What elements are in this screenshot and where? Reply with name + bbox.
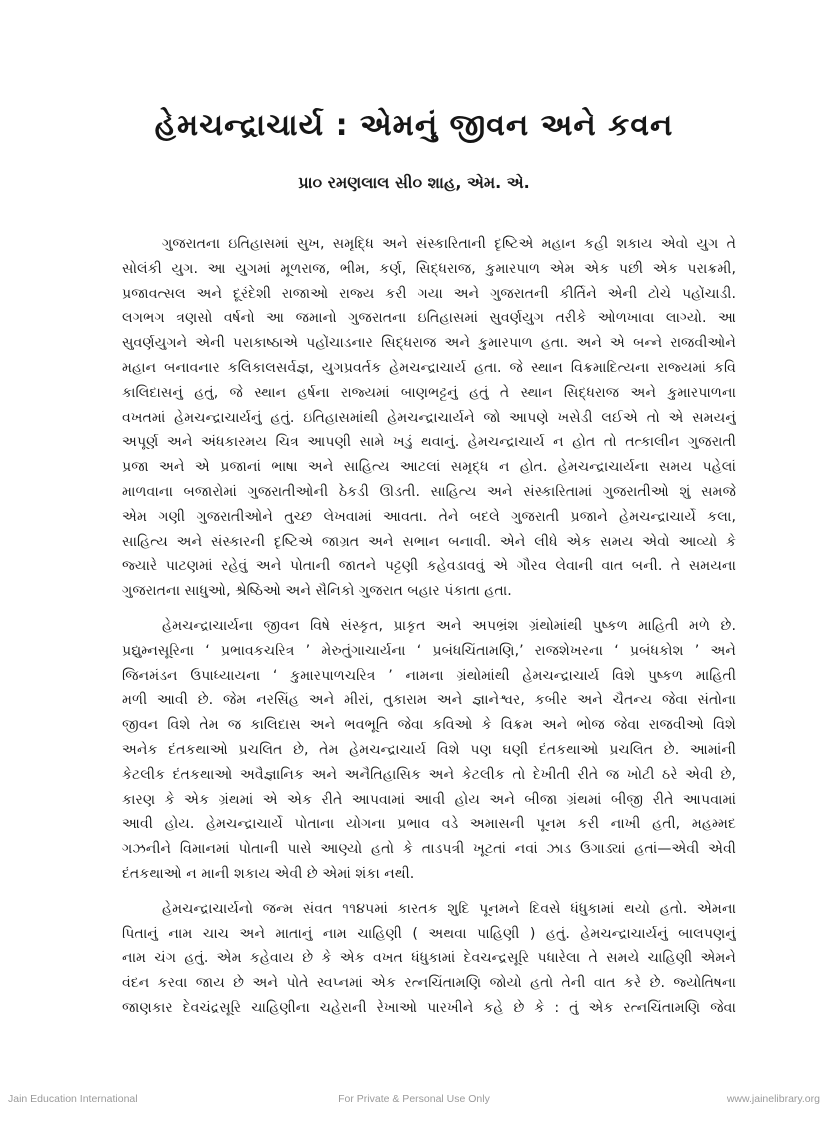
text-line: અપૂર્ણ અને અંધકારમય ચિત્ર આપણી સામે ખડું થવાનું. હેમચન્દ્રાચાર્ય ન હોત તો તત્કાલીન ગુજરાતી [122,434,736,451]
footer-publisher: Jain Education International [8,1093,138,1105]
text-line: જાણકાર દેવચંદ્રસૂરિ ચાહિણીના ચહેરાની રેખાઓ પારખીને કહે છે કે : તું એક રત્નચિંતામણિ જેવા [122,999,736,1016]
paragraph-1 [122,232,736,604]
article-body [122,232,736,1021]
text-line: જીવન વિશે તેમ જ કાલિદાસ અને ભવભૂતિ જેવા કવિઓ કે વિક્રમ અને ભોજ જેવા રાજવીઓ વિશે [122,717,736,734]
text-line: દંતકથાઓ ન માની શકાય એવી છે એમાં શંકા નથી. [122,865,415,882]
text-line: જિનમંડન ઉપાધ્યાયના ‘ કુમારપાળચરિત્ર ’ નામના ગ્રંથોમાંથી હેમચન્દ્રાચાર્ય વિશે પુષ્કળ માહિતી [122,667,736,684]
paragraph-3 [122,897,736,1021]
text-line: પિતાનું નામ ચાચ અને માતાનું નામ ચાહિણી ( અથવા પાહિણી ) હતું. હેમચન્દ્રાચાર્યનું બાલપણનું [122,925,736,942]
text-line: હેમચન્દ્રાચાર્યના જીવન વિષે સંસ્કૃત, પ્રાકૃત અને અપભ્રંશ ગ્રંથોમાંથી પુષ્કળ માહિતી મળે છે. [162,617,736,634]
text-line: કાલિદાસનું હતું, જે સ્થાન હર્ષના રાજ્યમાં બાણભટ્ટનું હતું તે સ્થાન સિદ્ધરાજ અને કુમારપાળના [122,384,736,401]
text-line: પ્રદ્યુમ્નસૂરિના ‘ પ્રભાવકચરિત્ર ’ મેરુતુંગાચાર્યના ‘ પ્રબંધચિંતામણિ,’ રાજશેખરના ‘ પ્રબંધકોશ ’ અને [122,642,736,659]
text-line: માળવાના બજારોમાં ગુજરાતીઓની ઠેકડી ઊડતી. સાહિત્ય અને સંસ્કારિતામાં ગુજરાતીઓ શું સમજે [122,483,736,500]
text-line: એમ ગણી ગુજરાતીઓને તુચ્છ લેખવામાં આવતા. તેને બદલે ગુજરાતી પ્રજાને હેમચન્દ્રાચાર્યે કલા, [122,508,736,525]
text-line: આવી હોય. હેમચન્દ્રાચાર્યે પોતાના યોગના પ્રભાવ વડે અમાસની પૂનમ કરી નાખી હતી, મહમ્મદ [122,816,736,833]
text-line: વંદન કરવા જાય છે અને પોતે સ્વપ્નમાં એક રત્નચિંતામણિ જોયો હતો તેની વાત કરે છે. જ્યોતિષના [122,975,736,992]
footer-website-link[interactable]: www.jainelibrary.org [726,1093,820,1105]
text-line: સોલંકી યુગ. આ યુગમાં મૂળરાજ, ભીમ, કર્ણ, સિદ્ધરાજ, કુમારપાળ એમ એક પછી એક પરાક્રમી, [122,260,736,277]
text-line: સુવર્ણયુગને એની પરાકાષ્ઠાએ પહોંચાડનાર સિદ્ધરાજ અને કુમારપાળ હતા. અને એ બન્ને રાજવીઓને [122,335,736,352]
text-line: વખતમાં હેમચન્દ્રાચાર્યનું હતું. ઇતિહાસમાંથી હેમચન્દ્રાચાર્યને જો આપણે ખસેડી લઈએ તો એ સમયનું [122,409,736,426]
article-title: હેમચન્દ્રાચાર્ય : એમનું જીવન અને કવન [154,108,674,143]
text-line: પ્રજાવત્સલ અને દૂરંદેશી રાજાઓ રાજ્ય કરી ગયા અને ગુજરાતની કીર્તિને એની ટોચે પહોંચાડી. [122,285,736,302]
text-line: ગુજરાતના ઇતિહાસમાં સુખ, સમૃદ્ધિ અને સંસ્કારિતાની દૃષ્ટિએ મહાન કહી શકાય એવો યુગ તે [162,236,736,252]
text-line: અનેક દંતકથાઓ પ્રચલિત છે, તેમ હેમચન્દ્રાચાર્ય વિશે પણ ઘણી દંતકથાઓ પ્રચલિત છે. આમાંની [122,741,736,758]
footer-usage-note: For Private & Personal Use Only [338,1093,490,1105]
text-line: પ્રજા અને એ પ્રજાનાં ભાષા અને સાહિત્ય આટલાં સમૃદ્ધ ન હોત. હેમચન્દ્રાચાર્યના સમય પહેલાં [122,459,736,476]
text-line: હેમચન્દ્રાચાર્યનો જન્મ સંવત ૧૧૪૫માં કારતક શુદિ પૂનમને દિવસે ધંધુકામાં થયો હતો. એમના [162,900,736,917]
text-line: ગઝનીને વિમાનમાં પોતાની પાસે આણ્યો હતો કે તાડપત્રી ખૂટતાં નવાં ઝાડ ઉગાડ્યાં હતાં—એવી એવી [122,841,736,858]
text-line: મળી આવી છે. જેમ નરસિંહ અને મીરાં, તુકારામ અને જ્ઞાનેશ્વર, કબીર અને ચૈતન્ય જેવા સંતોના [122,692,736,709]
text-line: નામ ચંગ હતું. એમ કહેવાય છે કે એક વખત ધંધુકામાં દેવચન્દ્રસૂરિ પધારેલા તે સમયે ચાહિણી એમને [122,950,736,967]
text-line: મહાન બનાવનાર કલિકાલસર્વજ્ઞ, યુગપ્રવર્તક હેમચન્દ્રાચાર્ય હતા. જે સ્થાન વિક્રમાદિત્યના રાજ્યમાં કવિ [122,359,736,376]
text-line: કેટલીક દંતકથાઓ અવૈજ્ઞાનિક અને અનૈતિહાસિક અને કેટલીક તો દેખીતી રીતે જ ખોટી ઠરે એવી છે, [122,766,736,783]
text-line: કારણ કે એક ગ્રંથમાં એ એક રીતે આપવામાં આવી હોય અને બીજા ગ્રંથમાં બીજી રીતે આપવામાં [122,791,736,808]
text-line: લગભગ ત્રણસો વર્ષનો આ જમાનો ગુજરાતના ઇતિહાસમાં સુવર્ણયુગ તરીકે ઓળખાવા લાગ્યો. આ [122,310,736,327]
text-line: સાહિત્ય અને સંસ્કારની દૃષ્ટિએ જાગ્રત અને સભાન બનાવી. એને લીધે એક સમય એવો આવ્યો કે [122,533,736,550]
text-line: ગુજરાતના સાધુઓ, શ્રેષ્ઠિઓ અને સૈનિકો ગુજરાત બહાર પંકાતા હતા. [122,583,512,600]
paragraph-2 [122,614,736,887]
article-author: પ્રા૦ રમણલાલ સી૦ શાહ, એમ. એ. [298,173,530,192]
page-footer [0,1093,828,1109]
text-line: જ્યારે પાટણમાં રહેવું અને પોતાની જાતને પટ્ટણી કહેવડાવવું એ ગૌરવ લેવાની વાત બની. તે સમયના [122,558,736,575]
